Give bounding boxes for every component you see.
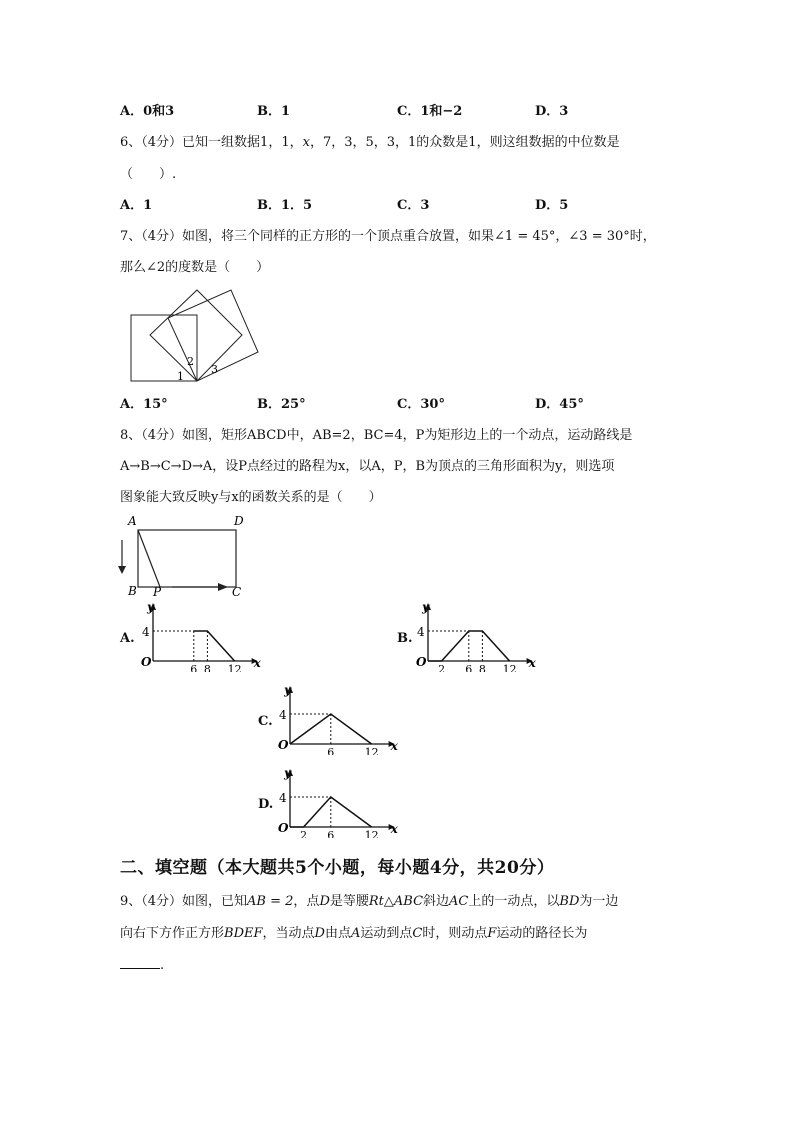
y-tick-4: 4 [417, 625, 425, 639]
q7-stem-line1: 7、（4分）如图，将三个同样的正方形的一个顶点重合放置，如果∠1 = 45°，∠3 = 30°时， [120, 229, 656, 244]
q6-option-d: D．5 [535, 198, 569, 213]
label-c: C [232, 585, 242, 599]
y-tick-4: 4 [142, 625, 150, 639]
y-tick-4: 4 [279, 708, 287, 722]
q8-rectangle-figure [112, 510, 262, 600]
q7-square-2 [150, 290, 242, 381]
q9-var-bdef: BDEF [224, 926, 263, 941]
arrow-down-icon [118, 566, 126, 574]
label-a: A [128, 514, 137, 528]
q5-option-a: A．0和3 [120, 104, 175, 119]
q9-var-a: A [350, 926, 361, 941]
q8-stem-line2: A→B→C→D→A，设P点经过的路程为x，以A，P，B为顶点的三角形面积为y，则选项 [120, 459, 615, 474]
q9-var-d2: D [314, 926, 325, 941]
label-b: B [128, 584, 137, 598]
q6-text-a: 6、（4分）已知一组数据1，1， [120, 135, 303, 150]
q8-graph-a [135, 600, 265, 672]
q7-option-c: C．30° [397, 397, 445, 412]
origin-label: O [278, 821, 289, 835]
x-tick-12: 12 [227, 663, 242, 672]
q6-stem-line1 [120, 135, 620, 151]
q7-option-b: B．25° [257, 397, 306, 412]
q9-t3: 是等腰 [329, 894, 369, 909]
function-graph-line [194, 631, 235, 661]
q9-t12: 运动的路径长为 [496, 926, 588, 941]
q5-option-b: B．1 [257, 104, 291, 119]
q8-graph-c [272, 683, 402, 755]
q7-angle-2-label: 2 [187, 355, 194, 368]
q9-t9: 由点 [324, 926, 351, 941]
segment-ap [138, 530, 160, 587]
q6-text-b: ，7，3，5，3，1的众数是1，则这组数据的中位数是 [309, 135, 620, 150]
q9-t4: 斜边 [423, 894, 450, 909]
q7-angle-3-label: 3 [211, 363, 218, 376]
y-axis-label: y [284, 766, 291, 780]
q5-option-d: D．3 [535, 104, 569, 119]
q9-t7: 向右下方作正方形 [120, 926, 225, 941]
q9-answer-blank[interactable] [120, 958, 160, 969]
q9-t1: 9、（4分）如图，已知 [120, 894, 248, 909]
q7-option-a: A．15° [120, 397, 168, 412]
label-d: D [234, 514, 244, 528]
q6-stem-line2: （ ）. [120, 167, 177, 182]
q9-t8: ，当动点 [262, 926, 315, 941]
x-axis-label: x [390, 739, 398, 753]
q8-option-c-label: C. [258, 714, 273, 729]
q9-var-bd: BD [559, 894, 580, 909]
q9-var-d: D [319, 894, 330, 909]
q9-t2: ，点 [293, 894, 320, 909]
origin-label: O [278, 738, 289, 752]
label-p: P [153, 585, 162, 599]
x-axis-label: x [390, 822, 398, 836]
x-tick-12: 12 [502, 663, 517, 672]
arrow-right-icon [218, 583, 228, 591]
x-tick-8: 8 [478, 663, 486, 672]
q8-graph-d [272, 766, 402, 838]
x-tick-2: 2 [300, 829, 308, 838]
q8-stem-line3: 图象能大致反映y与x的函数关系的是（ ） [120, 490, 382, 505]
q7-option-d: D．45° [535, 397, 584, 412]
q9-var-f: F [487, 926, 497, 941]
x-axis-label: x [528, 656, 536, 670]
x-tick-6: 6 [465, 663, 473, 672]
q8-option-d-label: D. [258, 797, 274, 812]
q6-var-x: x [302, 135, 310, 150]
x-tick-2: 2 [438, 663, 446, 672]
q9-expr-rt-abc: Rt△ABC [368, 894, 424, 909]
y-axis-label: y [284, 683, 291, 697]
q8-graph-b [410, 600, 540, 672]
x-tick-12: 12 [364, 829, 379, 838]
origin-label: O [416, 655, 427, 669]
section-2-title: 二、填空题（本大题共5个小题，每小题4分，共20分） [120, 858, 555, 878]
q7-squares-figure [125, 285, 265, 385]
q6-option-a: A．1 [120, 198, 153, 213]
q9-stem-line2 [120, 926, 587, 942]
y-tick-4: 4 [279, 791, 287, 805]
q6-option-b: B．1．5 [257, 198, 313, 213]
y-axis-label: y [147, 600, 154, 614]
q8-stem-line1: 8、（4分）如图，矩形ABCD中，AB=2，BC=4，P为矩形边上的一个动点，运动路线是 [120, 428, 633, 443]
rect-abcd [138, 530, 236, 587]
q9-expr-ab: AB = 2 [247, 894, 294, 909]
q7-stem-line2: 那么∠2的度数是（ ） [120, 260, 270, 275]
q9-end-period: . [160, 958, 165, 973]
q9-t11: 时，则动点 [422, 926, 488, 941]
q6-option-c: C．3 [397, 198, 430, 213]
q9-var-ac: AC [449, 894, 469, 909]
q9-t10: 运动到点 [360, 926, 413, 941]
y-axis-label: y [422, 600, 429, 614]
x-tick-6: 6 [327, 746, 335, 755]
q9-t6: 为一边 [579, 894, 619, 909]
q7-angle-1-label: 1 [177, 370, 184, 383]
q8-option-a-label: A. [120, 631, 135, 646]
origin-label: O [141, 655, 152, 669]
x-tick-8: 8 [203, 663, 211, 672]
q9-t5: 上的一动点，以 [468, 894, 560, 909]
q9-answer-line [120, 958, 164, 974]
q5-option-c: C．1和−2 [397, 104, 463, 119]
q9-stem-line1 [120, 894, 618, 910]
x-axis-label: x [253, 656, 261, 670]
x-tick-6: 6 [190, 663, 198, 672]
q8-option-b-label: B. [397, 631, 413, 646]
x-tick-12: 12 [364, 746, 379, 755]
q9-var-c: C [412, 926, 423, 941]
x-tick-6: 6 [327, 829, 335, 838]
